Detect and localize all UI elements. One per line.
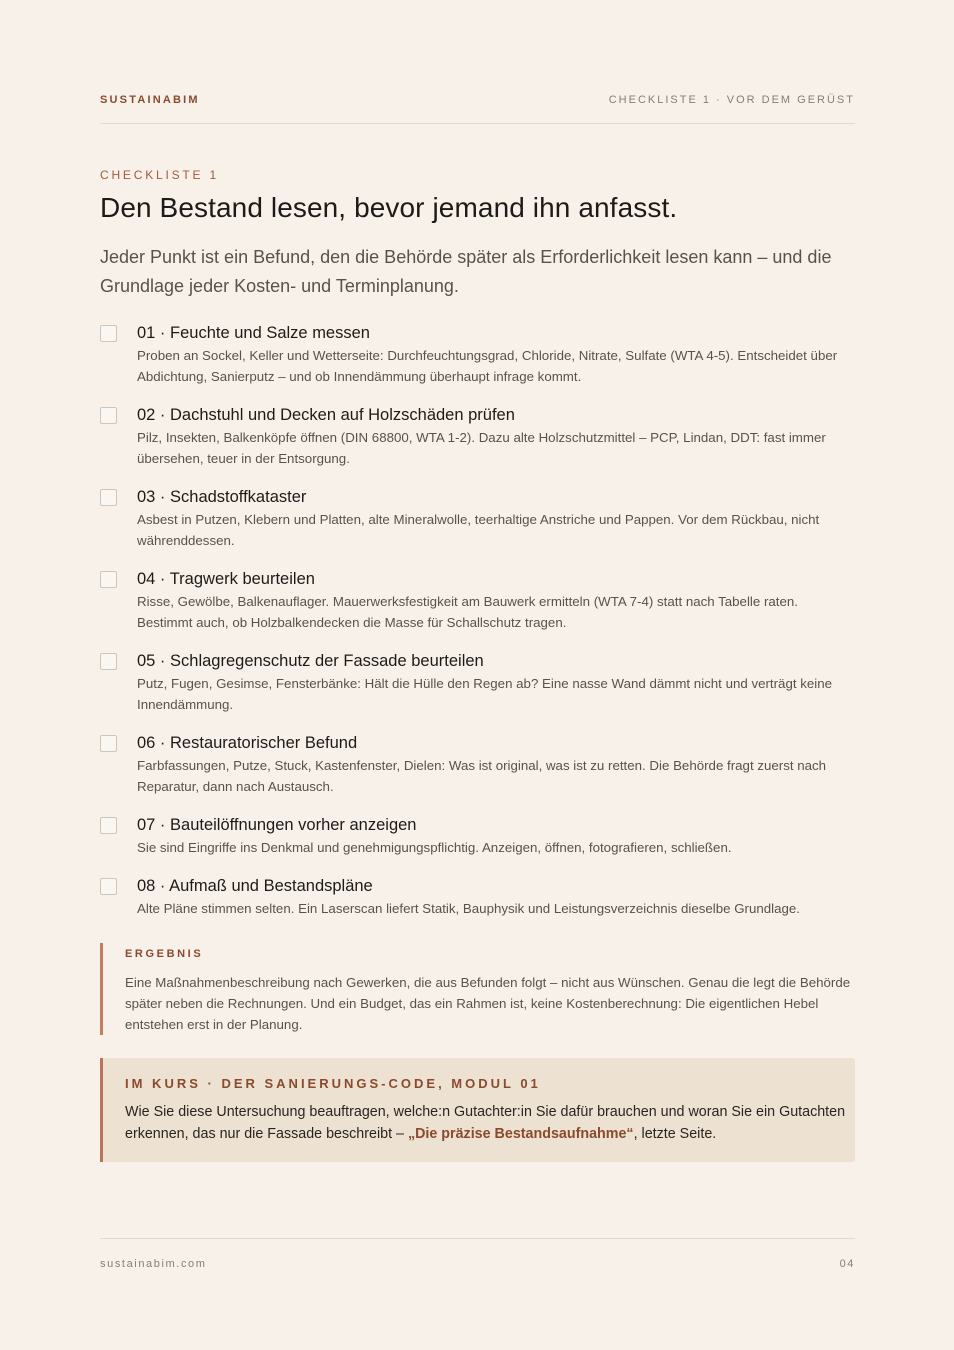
checkbox[interactable] xyxy=(100,878,117,895)
checklist-item-title: 06 · Restauratorischer Befund xyxy=(137,734,358,752)
checklist-item xyxy=(100,813,855,858)
checklist-item-title: 02 · Dachstuhl und Decken auf Holzschäden prüfen xyxy=(137,406,515,424)
checkbox[interactable] xyxy=(100,817,117,834)
result-text: Eine Maßnahmenbeschreibung nach Gewerken, die aus Befunden folgt – nicht aus Wünschen. Genau die legt die Behörde später neben die Rechnungen. Und ein Budget, das ein Rahmen ist, keine Kostenberechnung: Die eigentlichen Hebel entstehen erst in der Planung. xyxy=(125,975,851,1032)
checklist-item-description: Risse, Gewölbe, Balkenauflager. Mauerwerksfestigkeit am Bauwerk ermitteln (WTA 7-4) statt nach Tabelle raten. Bestimmt auch, ob Holzbalkendecken die Masse für Schallschutz tragen. xyxy=(137,594,798,630)
intro-text: Jeder Punkt ist ein Befund, den die Behörde später als Erforderlichkeit lesen kann – und die Grundlage jeder Kosten- und Terminplanung. xyxy=(100,247,832,296)
checklist xyxy=(100,321,855,919)
checklist-item-description: Farbfassungen, Putze, Stuck, Kastenfenster, Dielen: Was ist original, was ist zu retten. Die Behörde fragt zuerst nach Reparatur, dann nach Austausch. xyxy=(137,758,827,794)
brand-name: SUSTAINABIM xyxy=(100,94,200,106)
page-title: Den Bestand lesen, bevor jemand ihn anfasst. xyxy=(100,192,678,223)
checkbox[interactable] xyxy=(100,325,117,342)
checkbox[interactable] xyxy=(100,489,117,506)
checklist-item-description: Asbest in Putzen, Klebern und Platten, alte Mineralwolle, teerhaltige Anstriche und Pappen. Vor dem Rückbau, nicht währenddessen. xyxy=(137,512,820,548)
checklist-item-title: 01 · Feuchte und Salze messen xyxy=(137,324,370,342)
course-text-after: , letzte Seite. xyxy=(633,1126,717,1142)
checklist-item xyxy=(100,321,855,387)
page xyxy=(100,0,855,1350)
checklist-item-description: Alte Pläne stimmen selten. Ein Laserscan liefert Statik, Bauphysik und Leistungsverzeichnis dieselbe Grundlage. xyxy=(137,901,800,916)
checklist-item-title: 07 · Bauteilöffnungen vorher anzeigen xyxy=(137,816,417,834)
course-label: IM KURS · DER SANIERUNGS-CODE, MODUL 01 xyxy=(125,1076,541,1091)
header-section-label: CHECKLISTE 1 · VOR DEM GERÜST xyxy=(608,94,855,106)
checklist-item-description: Proben an Sockel, Keller und Wetterseite: Durchfeuchtungsgrad, Chloride, Nitrate, Sulfate (WTA 4-5). Entscheidet über Abdichtung, Sanierputz – und ob Innendämmung überhaupt infrage kommt. xyxy=(137,348,838,384)
course-text-before: Wie Sie diese Untersuchung beauftragen, welche:n Gutachter:in Sie dafür brauchen und woran Sie ein Gutachten erkennen, das nur die Fassade beschreibt – xyxy=(125,1104,846,1142)
section-eyebrow: CHECKLISTE 1 xyxy=(100,168,219,182)
course-module-link[interactable]: „Die präzise Bestandsaufnahme“ xyxy=(407,1126,634,1142)
checklist-item-title: 05 · Schlagregenschutz der Fassade beurteilen xyxy=(137,652,484,670)
checklist-item xyxy=(100,485,855,551)
page-header xyxy=(100,94,855,108)
checkbox[interactable] xyxy=(100,571,117,588)
result-label: ERGEBNIS xyxy=(125,948,204,960)
checklist-item-title: 04 · Tragwerk beurteilen xyxy=(137,570,315,588)
checklist-item xyxy=(100,403,855,469)
page-number: 04 xyxy=(839,1258,855,1270)
checklist-item-description: Pilz, Insekten, Balkenköpfe öffnen (DIN 68800, WTA 1-2). Dazu alte Holzschutzmittel – PCP, Lindan, DDT: fast immer übersehen, teuer in der Entsorgung. xyxy=(137,430,826,466)
checklist-item-description: Putz, Fugen, Gesimse, Fensterbänke: Hält die Hülle den Regen ab? Eine nasse Wand dämmt nicht und verträgt keine Innendämmung. xyxy=(137,676,833,712)
course-text xyxy=(125,1101,855,1145)
header-divider xyxy=(100,123,855,124)
footer-website[interactable]: sustainabim.com xyxy=(100,1258,207,1270)
checklist-item xyxy=(100,874,855,919)
checklist-item-title: 03 · Schadstoffkataster xyxy=(137,488,307,506)
checkbox[interactable] xyxy=(100,735,117,752)
checkbox[interactable] xyxy=(100,653,117,670)
checkbox[interactable] xyxy=(100,407,117,424)
checklist-item-description: Sie sind Eingriffe ins Denkmal und genehmigungspflichtig. Anzeigen, öffnen, fotografieren, schließen. xyxy=(137,840,732,855)
checklist-item xyxy=(100,567,855,633)
checklist-item xyxy=(100,649,855,715)
result-box xyxy=(100,943,855,1035)
course-callout xyxy=(100,1058,855,1162)
footer-divider xyxy=(100,1238,855,1239)
checklist-item-title: 08 · Aufmaß und Bestandspläne xyxy=(137,877,373,895)
checklist-item xyxy=(100,731,855,797)
